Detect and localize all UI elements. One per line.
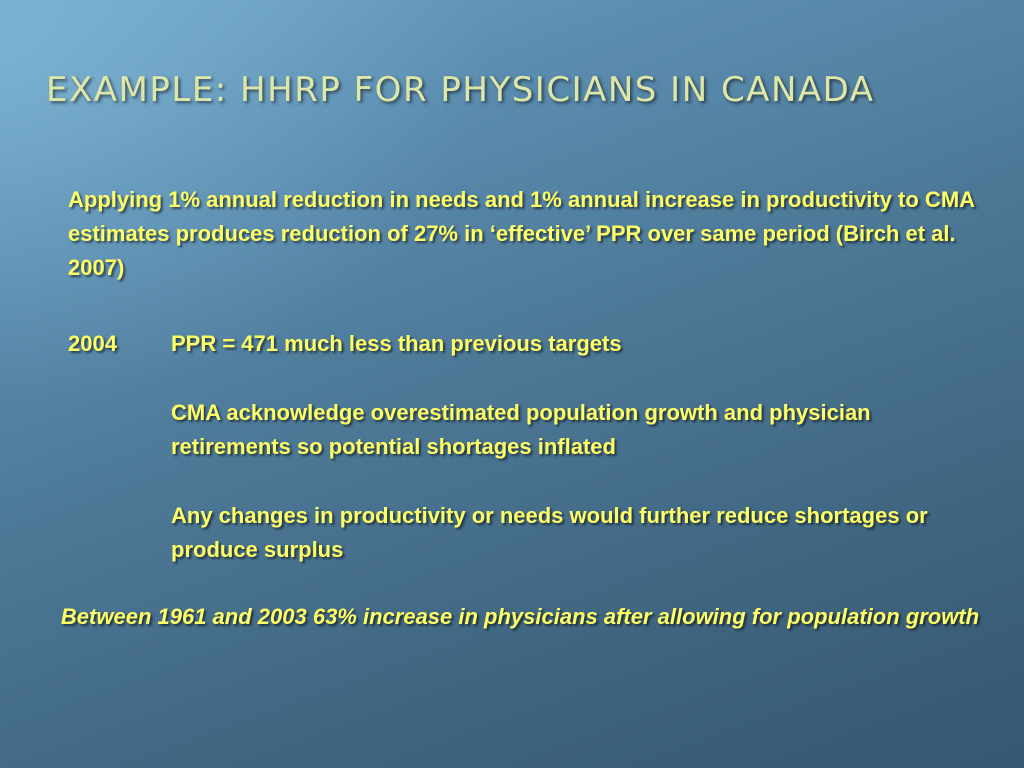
closing-statement: Between 1961 and 2003 63% increase in physicians after allowing for population growth [60, 604, 980, 629]
productivity-statement: Any changes in productivity or needs would further reduce shortages or produce surplus [171, 503, 928, 562]
slide-title: EXAMPLE: HHRP FOR PHYSICIANS IN CANADA [46, 70, 875, 110]
year-label: 2004 [68, 331, 117, 356]
intro-paragraph: Applying 1% annual reduction in needs and 1% annual increase in productivity to CMA estimates produces reduction of 27% in ‘effective’ PPR over same period (Birch et al. 2007) [68, 187, 975, 280]
cma-acknowledgement: CMA acknowledge overestimated population growth and physician retirements so potential shortages inflated [171, 400, 871, 459]
ppr-statement: PPR = 471 much less than previous targets [171, 331, 622, 356]
